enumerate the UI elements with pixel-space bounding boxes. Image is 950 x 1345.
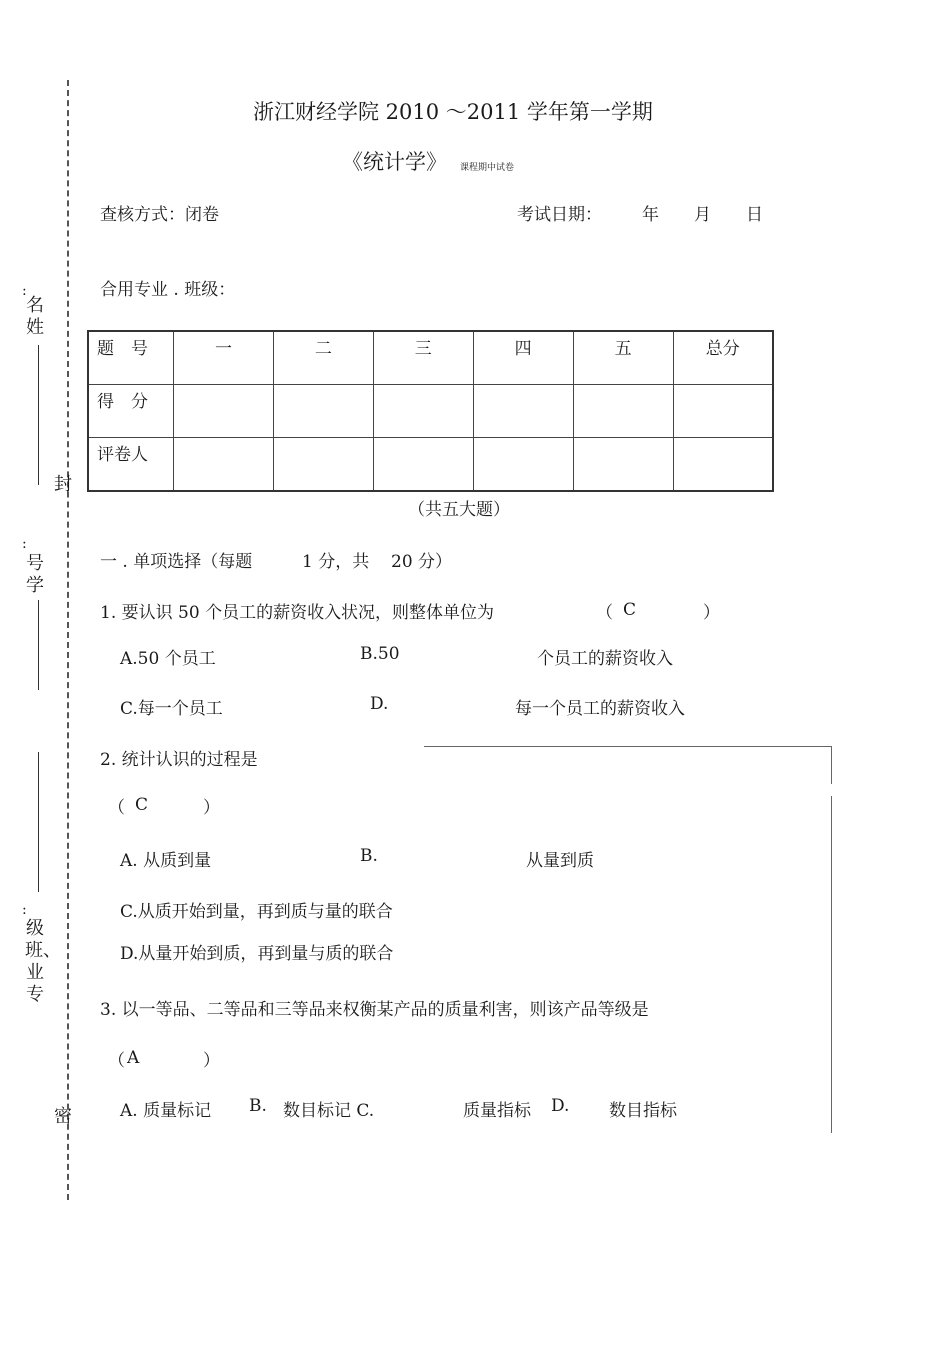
date-month: 月: [694, 205, 711, 225]
q1-paren-close: ）: [703, 603, 720, 623]
id-blank-line: [38, 600, 39, 690]
date-year: 年: [642, 205, 659, 225]
side-secret-char: 密: [54, 1106, 72, 1127]
score-cell[interactable]: [174, 385, 274, 438]
q3-option-b[interactable]: B.: [249, 1096, 267, 1116]
q1-option-a[interactable]: A.50 个员工: [120, 649, 216, 669]
header-cell: 二: [273, 331, 373, 385]
score-cell[interactable]: [473, 385, 573, 438]
binding-line: [67, 80, 69, 1200]
score-table: [87, 330, 774, 492]
row-label: 得 分: [88, 385, 174, 438]
grader-cell[interactable]: [673, 438, 773, 492]
colon-mark: :: [22, 283, 27, 299]
q3-paren-open: （: [108, 1051, 125, 1071]
score-cell[interactable]: [273, 385, 373, 438]
q3-option-d[interactable]: D.: [551, 1096, 570, 1116]
q2-option-b[interactable]: B.: [360, 846, 378, 866]
q2-paren-open: （: [108, 798, 125, 818]
colon-mark: :: [22, 536, 27, 552]
q1-option-c[interactable]: C.每一个员工: [120, 699, 223, 719]
q3-paren-close: ）: [203, 1051, 220, 1071]
exam-mode: 查核方式：闭卷: [100, 205, 219, 225]
header-cell: 三: [373, 331, 473, 385]
q2-option-d[interactable]: D.从量开始到质，再到量与质的联合: [120, 944, 394, 964]
q1-option-b[interactable]: B.50: [360, 644, 400, 664]
question-frame-top: [424, 746, 832, 747]
table-row-score: [88, 385, 773, 438]
question-frame-right: [831, 796, 832, 1133]
q3-option-c-text: 质量指标: [463, 1101, 531, 1121]
colon-mark: :: [22, 902, 27, 918]
name-blank-line: [38, 345, 39, 485]
section-heading: 1 分，共: [302, 552, 370, 572]
q3-stem: 3. 以一等品、二等品和三等品来权衡某产品的质量利害，则该产品等级是: [100, 1000, 649, 1020]
grader-cell[interactable]: [573, 438, 673, 492]
total-note: （共五大题）: [408, 500, 510, 520]
side-name-label: 名姓: [26, 295, 44, 338]
exam-title: 浙江财经学院 2010 ～2011 学年第一学期: [253, 100, 653, 124]
header-cell: 五: [573, 331, 673, 385]
q1-option-b-text: 个员工的薪资收入: [537, 649, 673, 669]
paper-type: 课程期中试卷: [460, 163, 515, 173]
q2-option-b-text: 从量到质: [526, 851, 594, 871]
table-row-grader: [88, 438, 773, 492]
course-name: 《统计学》: [342, 150, 447, 174]
q3-option-b-text: 数目标记 C.: [283, 1101, 375, 1121]
q2-stem: 2. 统计认识的过程是: [100, 750, 258, 770]
q3-option-d-text: 数目指标: [609, 1101, 677, 1121]
q1-stem: 1. 要认识 50 个员工的薪资收入状况，则整体单位为: [100, 603, 495, 623]
question-frame-right: [831, 746, 832, 784]
header-cell: 总分: [673, 331, 773, 385]
row-label: 评卷人: [88, 438, 174, 492]
q2-option-c[interactable]: C.从质开始到量，再到质与量的联合: [120, 902, 393, 922]
header-cell: 一: [174, 331, 274, 385]
table-header-row: [88, 331, 773, 385]
q2-paren-close: ）: [203, 798, 220, 818]
header-cell: 四: [473, 331, 573, 385]
grader-cell[interactable]: [174, 438, 274, 492]
class-blank-line: [38, 752, 39, 892]
date-day: 日: [746, 205, 763, 225]
score-cell[interactable]: [373, 385, 473, 438]
q3-option-a[interactable]: A. 质量标记: [120, 1101, 212, 1121]
score-cell[interactable]: [573, 385, 673, 438]
grader-cell[interactable]: [373, 438, 473, 492]
section-heading: 20 分）: [391, 552, 453, 572]
grader-cell[interactable]: [473, 438, 573, 492]
q1-answer[interactable]: C: [623, 600, 637, 620]
section-heading: 一 . 单项选择（每题: [100, 552, 253, 572]
q1-option-d[interactable]: D.: [370, 694, 389, 714]
side-seal-char: 封: [54, 474, 72, 495]
header-cell: 题 号: [88, 331, 174, 385]
grader-cell[interactable]: [273, 438, 373, 492]
q2-answer[interactable]: C: [135, 795, 149, 815]
major-class-label: 合用专业 . 班级：: [100, 280, 236, 300]
q2-option-a[interactable]: A. 从质到量: [120, 851, 212, 871]
side-class-label: 级班、业专: [25, 918, 61, 1005]
q1-paren-open: （: [596, 603, 613, 623]
q3-answer[interactable]: A: [127, 1048, 140, 1068]
side-id-label: 号学: [26, 553, 44, 596]
q1-option-d-text: 每一个员工的薪资收入: [515, 699, 685, 719]
exam-date-label: 考试日期：: [517, 205, 602, 225]
score-cell[interactable]: [673, 385, 773, 438]
